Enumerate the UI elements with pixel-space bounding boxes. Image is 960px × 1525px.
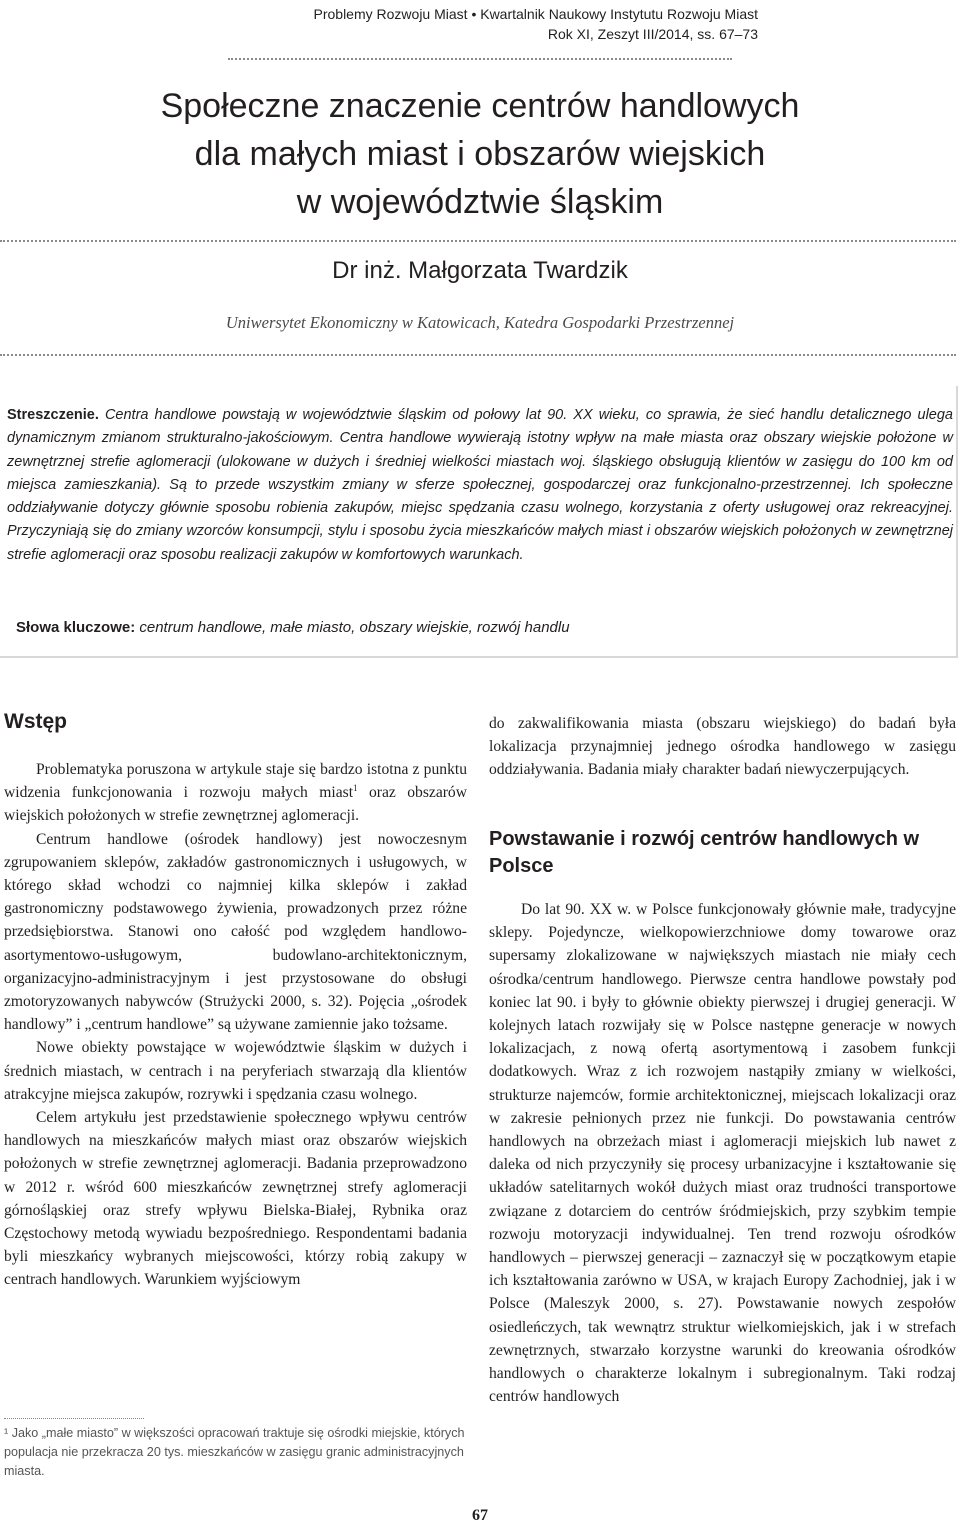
title-divider [0, 240, 956, 242]
abstract-label: Streszczenie. [7, 407, 99, 423]
intro-paragraph-continued: do zakwalifikowania miasta (obszaru wiejskiego) do badań była lokalizacja przynajmniej jednego ośrodka handlowego w zasięgu oddziaływania. Badania miały charakter badań niewyczerpujących. [489, 715, 956, 779]
author-name: Dr inż. Małgorzata Twardzik [332, 257, 628, 284]
abstract [7, 404, 953, 567]
rise-paragraph-1: Do lat 90. XX w. w Polsce funkcjonowały głównie małe, tradycyjne sklepy. Pojedyncze, wielkopowierzchniowe domy towarowe oraz supersamy zlokalizowane w największych miastach nie miały cech ośrodka/centrum handlowego. Pierwsze centra handlowe powstały pod koniec lat 90. i były to głównie obiekty pierwszej i drugiej generacji. W kolejnych latach rozwijały się w Polsce następne generacje w nowych lokalizacjach, z nową ofertą asortymentową i zasobem funkcji dodatkowych. Wraz z ich rozwojem nastąpiły zmiany w wielkości, strukturze najemców, formie architektonicznej, miejscach lokalizacji oraz w zakresie pełnionych przez nie funkcji. Do powstawania centrów handlowych na obrzeżach miast i aglomeracji miejskich lub nawet z daleka od nich przyczyniły się procesy urbanizacyjne i kształtowanie się układów satelitarnych wokół dużych miast oraz trudności transportowe związane z dotarciem do centrów śródmiejskich, przy szybkim tempie rozwoju motoryzacji indywidualnej. Ten trend rozwoju ośrodków handlowych – pierwszej generacji – zaznaczył się w początkowym etapie ich kształtowania zarówno w USA, w krajach Europy Zachodniej, jak i w Polsce (Maleszyk 2000, s. 27). Powstawanie nowych zespołów osiedleńczych, tak wewnątrz struktur wielkomiejskich, jak i w strefach zewnętrznych, stwarzało korzystne warunki do kreowania ośrodków handlowych o charakterze lokalnym i subregionalnym. Taki rodzaj centrów handlowych [489, 901, 956, 1406]
affiliation-divider [0, 354, 956, 356]
intro-p1-a: Problematyka poruszona w artykule staje się bardzo istotna z punktu widzenia funkcjonowania i rozwoju małych miast [4, 761, 467, 802]
intro-paragraph-3: Nowe obiekty powstające w województwie śląskim w dużych i średnich miastach, w centrach i na peryferiach stwarzają dla klientów atrakcyjne miejsca zakupów, rozrywki i spędzania czasu wolnego. [4, 1039, 467, 1103]
title-line-3: w województwie śląskim [296, 183, 664, 221]
abstract-text: Centra handlowe powstają w województwie śląskim od połowy lat 90. XX wieku, co sprawia, że sieć handlu detalicznego ulega dynamicznym zmianom strukturalno-jakościowym. Centra handlowe wywierają istotny wpływ na małe miasta oraz obszary wiejskie położone w zewnętrznej strefie aglomeracji (ulokowane w dużych i średniej wielkości miastach woj. śląskiego obsługują klientów w zasięgu do 100 km od miejsca zamieszkania). Są to przede wszystkim zmiany w sferze społecznej, gospodarczej oraz funkcjonalno-przestrzennej. Ich społeczne oddziaływanie dotyczy głównie sposobu robienia zakupów, miejsc spędzania czasu wolnego, korzystania z oferty usługowej oraz rekreacyjnej. Przyczyniają się do zmiany wzorców konsumpcji, stylu i sposobu życia mieszkańców małych miast i obszarów wiejskich położonych w zewnętrznej strefie aglomeracji oraz sposobu realizacji zakupów w komfortowych warunkach. [7, 407, 953, 563]
footnote-ref: 1 [353, 783, 358, 794]
keywords-text: centrum handlowe, małe miasto, obszary wiejskie, rozwój handlu [139, 619, 570, 636]
journal-line-2: Rok XI, Zeszyt III/2014, ss. 67–73 [547, 26, 758, 42]
keywords [16, 619, 570, 636]
intro-paragraph-4: Celem artykułu jest przedstawienie społecznego wpływu centrów handlowych na mieszkańców małych miast oraz obszarów wiejskich położonych w strefie zewnętrznej aglomeracji. Badania przeprowadzono w 2012 r. wśród 600 mieszkańców zewnętrznej strefy aglomeracji górnośląskiej oraz strefy wpływu Bielska-Białej, Rybnika oraz Częstochowy metodą wywiadu bezpośredniego. Respondentami badania byli mieszkańcy wybranych miejscowości, którzy robią zakupy w centrach handlowych. Warunkiem wyjściowym [4, 1109, 467, 1289]
intro-paragraph-2: Centrum handlowe (ośrodek handlowy) jest nowoczesnym zgrupowaniem sklepów, zakładów gastronomicznych i usługowych, w którego skład wchodzi co najmniej kilka sklepów i zakład gastronomiczny podstawowego żywienia, prowadzonych przez różne przedsiębiorstwa. Stanowi ono całość pod względem handlowo-asortymentowo-usługowym, budowlano-architektonicznym, organizacyjno-administracyjnym i jest przystosowane do obsługi zmotoryzowanych nabywców (Strużycki 2000, s. 32). Pojęcia „ośrodek handlowy” i „centrum handlowe” są używane zamiennie jako tożsame. [4, 830, 467, 1034]
author-affiliation: Uniwersytet Ekonomiczny w Katowicach, Katedra Gospodarki Przestrzennej [225, 313, 735, 332]
page-number: 67 [472, 1507, 488, 1524]
footnote-divider [4, 1418, 144, 1419]
right-column-top [489, 712, 956, 782]
section-heading-intro: Wstęp [4, 710, 67, 733]
title-line-2: dla małych miast i obszarów wiejskich [194, 135, 766, 173]
article-title [0, 82, 960, 226]
keywords-label: Słowa kluczowe: [16, 619, 136, 636]
header-divider [228, 58, 732, 60]
journal-line-1: Problemy Rozwoju Miast • Kwartalnik Naukowy Instytutu Rozwoju Miast [313, 6, 758, 22]
intro-paragraph-1 [4, 758, 467, 828]
intro-p1-b: oraz obszarów wiejskich położonych w strefie zewnętrznej aglomeracji. [4, 784, 467, 825]
right-column-body [489, 898, 956, 1408]
section-heading-rise: Powstawanie i rozwój centrów handlowych w Polsce [489, 828, 920, 877]
left-column [4, 758, 467, 1292]
journal-header [314, 4, 759, 44]
footnote: ¹ Jako „małe miasto” w większości opracowań traktuje się ośrodki miejskie, których populacja nie przekracza 20 tys. mieszkańców w zasięgu granic administracyjnych miasta. [4, 1426, 465, 1478]
title-line-1: Społeczne znaczenie centrów handlowych [160, 87, 800, 125]
